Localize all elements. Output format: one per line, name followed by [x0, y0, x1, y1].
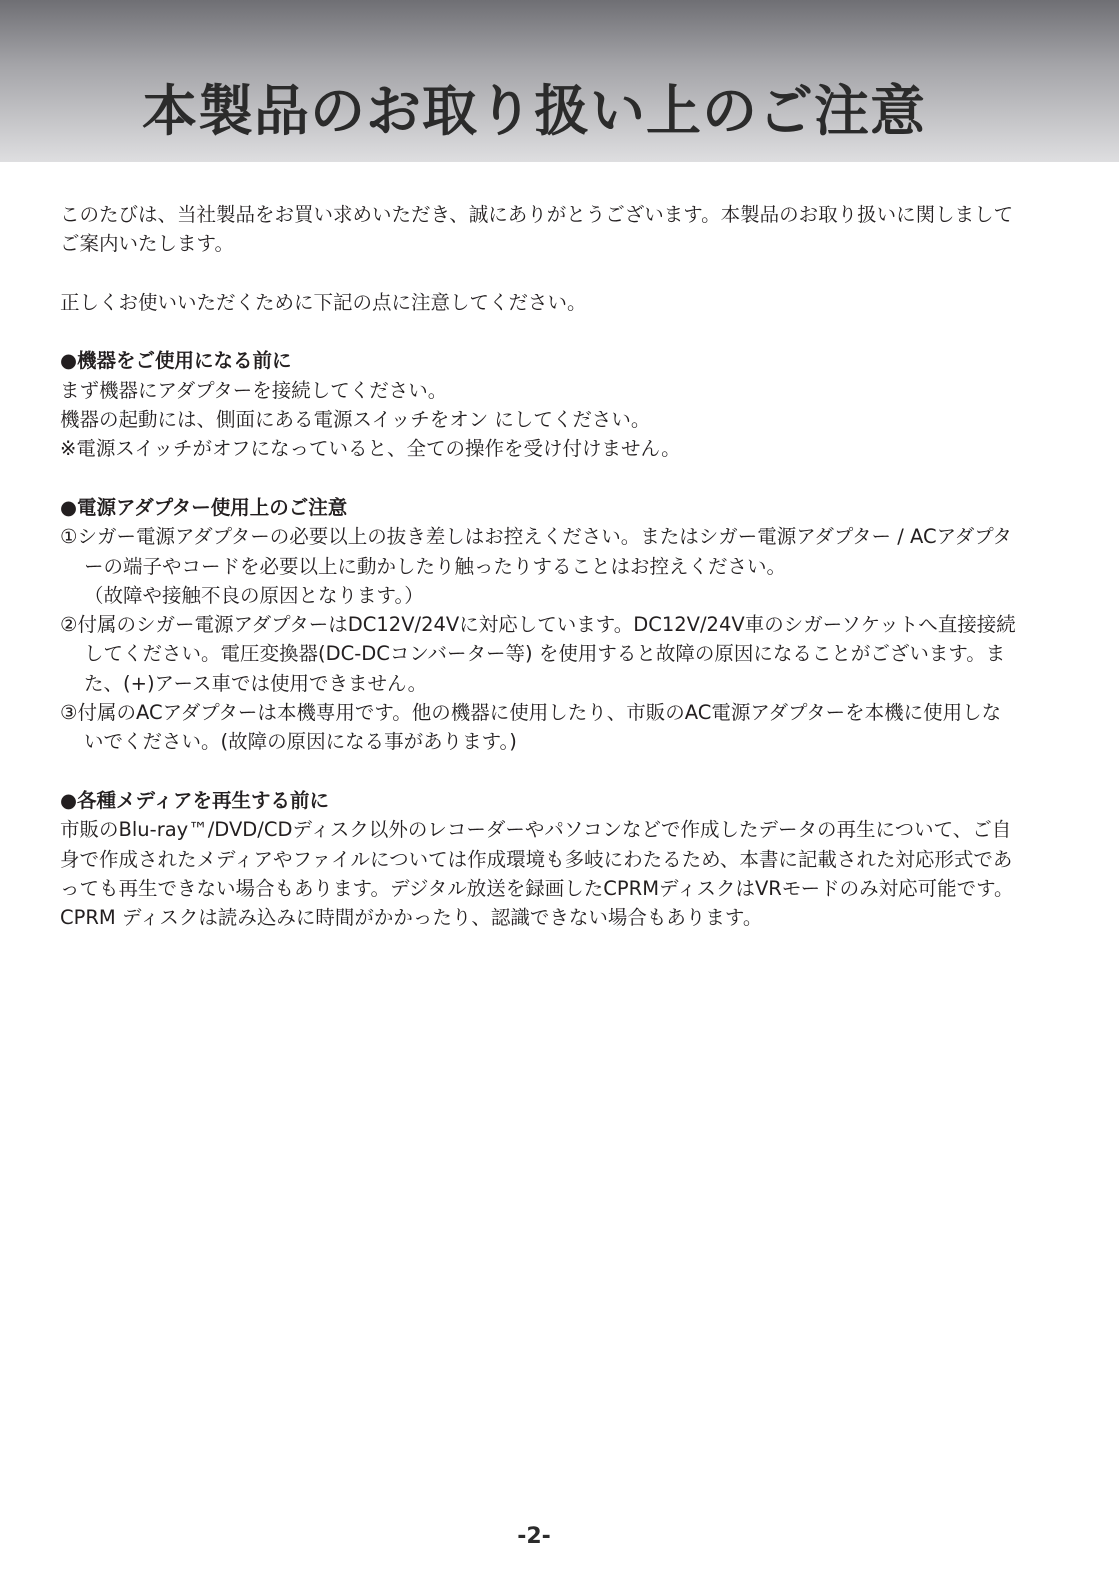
numbered-item: ②付属のシガー電源アダプターはDC12V/24Vに対応しています。DC12V/24V車のシガーソケットへ直接接続してください。電圧変換器(DC-DCコンバーター等) を使用すると故障の原因になることがございます。また、(+)アース車では使用できません。 [60, 613, 1016, 695]
section-heading: ●各種メディアを再生する前に [60, 788, 329, 812]
numbered-item: ③付属のACアダプターは本機専用です。他の機器に使用したり、市販のAC電源アダプターを本機に使用しないでください。(故障の原因になる事があります。) [60, 701, 1002, 754]
intro-greeting-block [60, 200, 1018, 259]
section-line: まず機器にアダプターを接続してください。 [60, 378, 448, 402]
section-paragraph: CPRM ディスクは読み込みに時間がかかったり、認識できない場合もあります。 [60, 906, 763, 930]
section-before-use [60, 346, 1018, 463]
intro-greeting: このたびは、当社製品をお買い求めいただき、誠にありがとうございます。本製品のお取り扱いに関しましてご案内いたします。 [60, 203, 1014, 256]
numbered-item: ①シガー電源アダプターの必要以上の抜き差しはお控えください。またはシガー電源アダプター / ACアダプターの端子やコードを必要以上に動かしたり触ったりすることはお控えください。 [60, 525, 1012, 578]
content-body [60, 200, 1018, 962]
section-media-playback [60, 786, 1018, 932]
section-line: ※電源スイッチがオフになっていると、全ての操作を受け付けません。 [60, 437, 681, 461]
section-paragraph: 市販のBlu-ray™/DVD/CDディスク以外のレコーダーやパソコンなどで作成したデータの再生について、ご自身で作成されたメディアやファイルについては作成環境も多岐にわたるため、本書に記載された対応形式であっても再生できない場合もあります。デジタル放送を録画したCPRMディスクはVRモードのみ対応可能です。 [60, 818, 1014, 900]
page-title: 本製品のお取り扱い上のご注意 [141, 79, 926, 143]
section-heading: ●電源アダプター使用上のご注意 [60, 495, 348, 519]
section-heading: ●機器をご使用になる前に [60, 349, 292, 373]
intro-instruction-block [60, 288, 1018, 317]
item-note: （故障や接触不良の原因となります。） [84, 583, 424, 607]
section-line: 機器の起動には、側面にある電源スイッチをオン にしてください。 [60, 408, 651, 432]
page-number: -2- [517, 1524, 551, 1549]
intro-instruction: 正しくお使いいただくために下記の点に注意してください。 [60, 290, 587, 314]
section-power-adapter [60, 493, 1018, 757]
